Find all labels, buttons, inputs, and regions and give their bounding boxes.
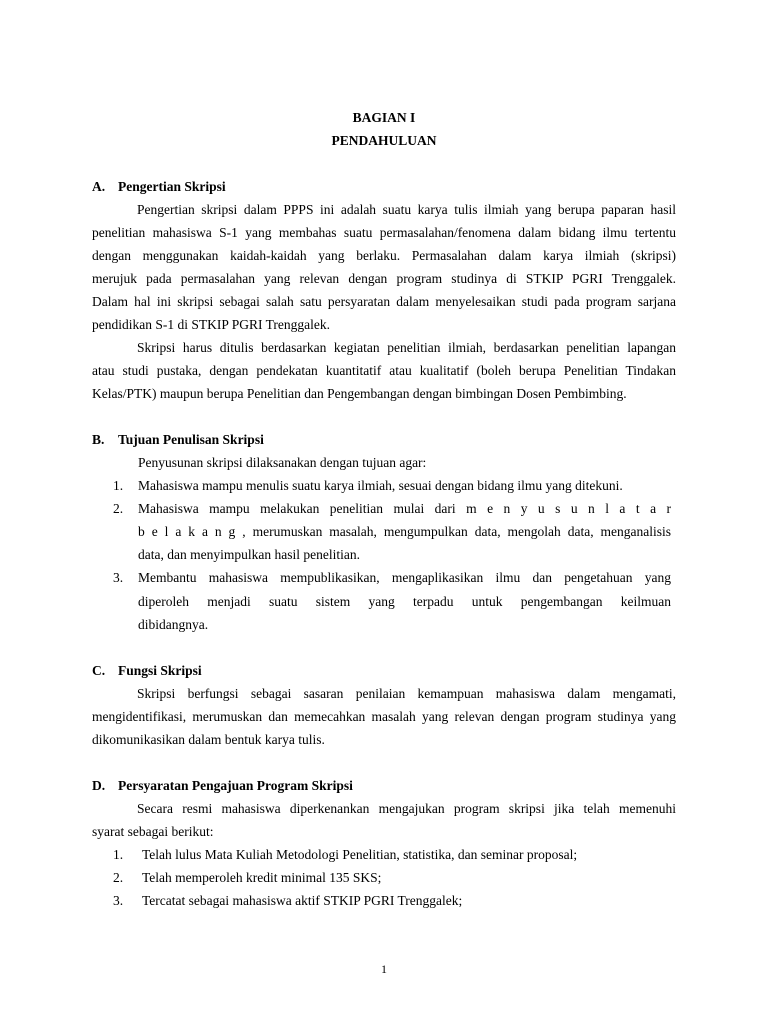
section-b-item-text: Mahasiswa mampu melakukan penelitian mulai dari <box>138 501 456 516</box>
section-a-letter: A. <box>92 179 106 194</box>
section-b-item-number: 1. <box>113 478 124 493</box>
section-d-letter: D. <box>92 778 106 793</box>
section-b-item-line <box>138 524 671 540</box>
section-a-p2-line: atau studi pustaka, dengan pendekatan kuantitatif atau kualitatif (boleh berupa Penelitian Tindakan <box>92 363 676 378</box>
section-d-item-number: 3. <box>113 893 124 908</box>
section-b-item-line: diperoleh menjadi suatu sistem yang terpadu untuk pengembangan keilmuan <box>138 594 671 609</box>
section-b-item-number: 3. <box>113 570 124 585</box>
section-b-title: Tujuan Penulisan Skripsi <box>118 432 264 447</box>
section-a-title: Pengertian Skripsi <box>118 179 226 194</box>
section-d-title: Persyaratan Pengajuan Program Skripsi <box>118 778 353 793</box>
section-d-item-number: 2. <box>113 870 124 885</box>
section-c-letter: C. <box>92 663 106 678</box>
section-a-p2-line: Skripsi harus ditulis berdasarkan kegiatan penelitian ilmiah, berdasarkan penelitian lapangan <box>137 340 676 355</box>
section-a-p2-line: Kelas/PTK) maupun berupa Penelitian dan Pengembangan dengan bimbingan Dosen Pembimbing. <box>92 386 627 401</box>
section-b-item-line <box>138 501 671 517</box>
spaced-word: l a t a r <box>605 501 672 516</box>
section-b-item-line: Membantu mahasiswa mempublikasikan, mengaplikasikan ilmu dan pengetahuan yang <box>138 570 671 585</box>
section-b-item-line: data, dan menyimpulkan hasil penelitian. <box>138 547 360 562</box>
section-c-title: Fungsi Skripsi <box>118 663 202 678</box>
section-b-item-line: dibidangnya. <box>138 617 209 632</box>
section-c-p1-line: dikomunikasikan dalam bentuk karya tulis. <box>92 732 325 747</box>
section-a-p1-line: penelitian mahasiswa S-1 yang membahas suatu permasalahan/fenomena dalam bidang ilmu tertentu <box>92 225 676 240</box>
spaced-word: b e l a k a n g , <box>138 524 246 539</box>
section-a-p1-line: pendidikan S-1 di STKIP PGRI Trenggalek. <box>92 317 331 332</box>
spaced-word: m e n y u s u n <box>466 501 595 516</box>
section-d-p1-line: syarat sebagai berikut: <box>92 824 214 839</box>
section-a-p1-line: merujuk pada permasalahan yang relevan dengan program studinya di STKIP PGRI Trenggalek. <box>92 271 676 286</box>
section-b-item-number: 2. <box>113 501 124 516</box>
section-d-heading <box>92 778 353 794</box>
section-a-p1-line: Dalam hal ini skripsi sebagai salah satu persyaratan dalam menyelesaikan studi pada program sarjana <box>92 294 676 309</box>
chapter-title: PENDAHULUAN <box>331 133 437 148</box>
section-d-item-text: Tercatat sebagai mahasiswa aktif STKIP PGRI Trenggalek; <box>142 893 463 908</box>
section-c-p1-line: Skripsi berfungsi sebagai sasaran penilaian kemampuan mahasiswa dalam mengamati, <box>137 686 676 701</box>
section-d-p1-line: Secara resmi mahasiswa diperkenankan mengajukan program skripsi jika telah memenuhi <box>137 801 676 816</box>
section-b-item-text: merumuskan masalah, mengumpulkan data, mengolah data, menganalisis <box>252 524 672 539</box>
section-d-item-number: 1. <box>113 847 124 862</box>
section-c-heading <box>92 663 202 679</box>
section-d-item-text: Telah memperoleh kredit minimal 135 SKS; <box>142 870 382 885</box>
section-d-item-text: Telah lulus Mata Kuliah Metodologi Penelitian, statistika, dan seminar proposal; <box>142 847 578 862</box>
section-a-heading <box>92 179 226 195</box>
section-a-p1-line: Pengertian skripsi dalam PPPS ini adalah suatu karya tulis ilmiah yang berupa paparan hasil <box>137 202 676 217</box>
part-title: BAGIAN I <box>352 110 416 125</box>
section-a-p1-line: dengan menggunakan kaidah-kaidah yang berlaku. Permasalahan dalam karya ilmiah (skripsi) <box>92 248 676 263</box>
section-b-intro: Penyusunan skripsi dilaksanakan dengan tujuan agar: <box>138 455 427 470</box>
page-number: 1 <box>381 962 387 976</box>
section-b-letter: B. <box>92 432 105 447</box>
section-c-p1-line: mengidentifikasi, merumuskan dan memecahkan masalah yang relevan dengan program studinya yang <box>92 709 676 724</box>
section-b-item-line: Mahasiswa mampu menulis suatu karya ilmiah, sesuai dengan bidang ilmu yang ditekuni. <box>138 478 623 493</box>
section-b-heading <box>92 432 264 448</box>
